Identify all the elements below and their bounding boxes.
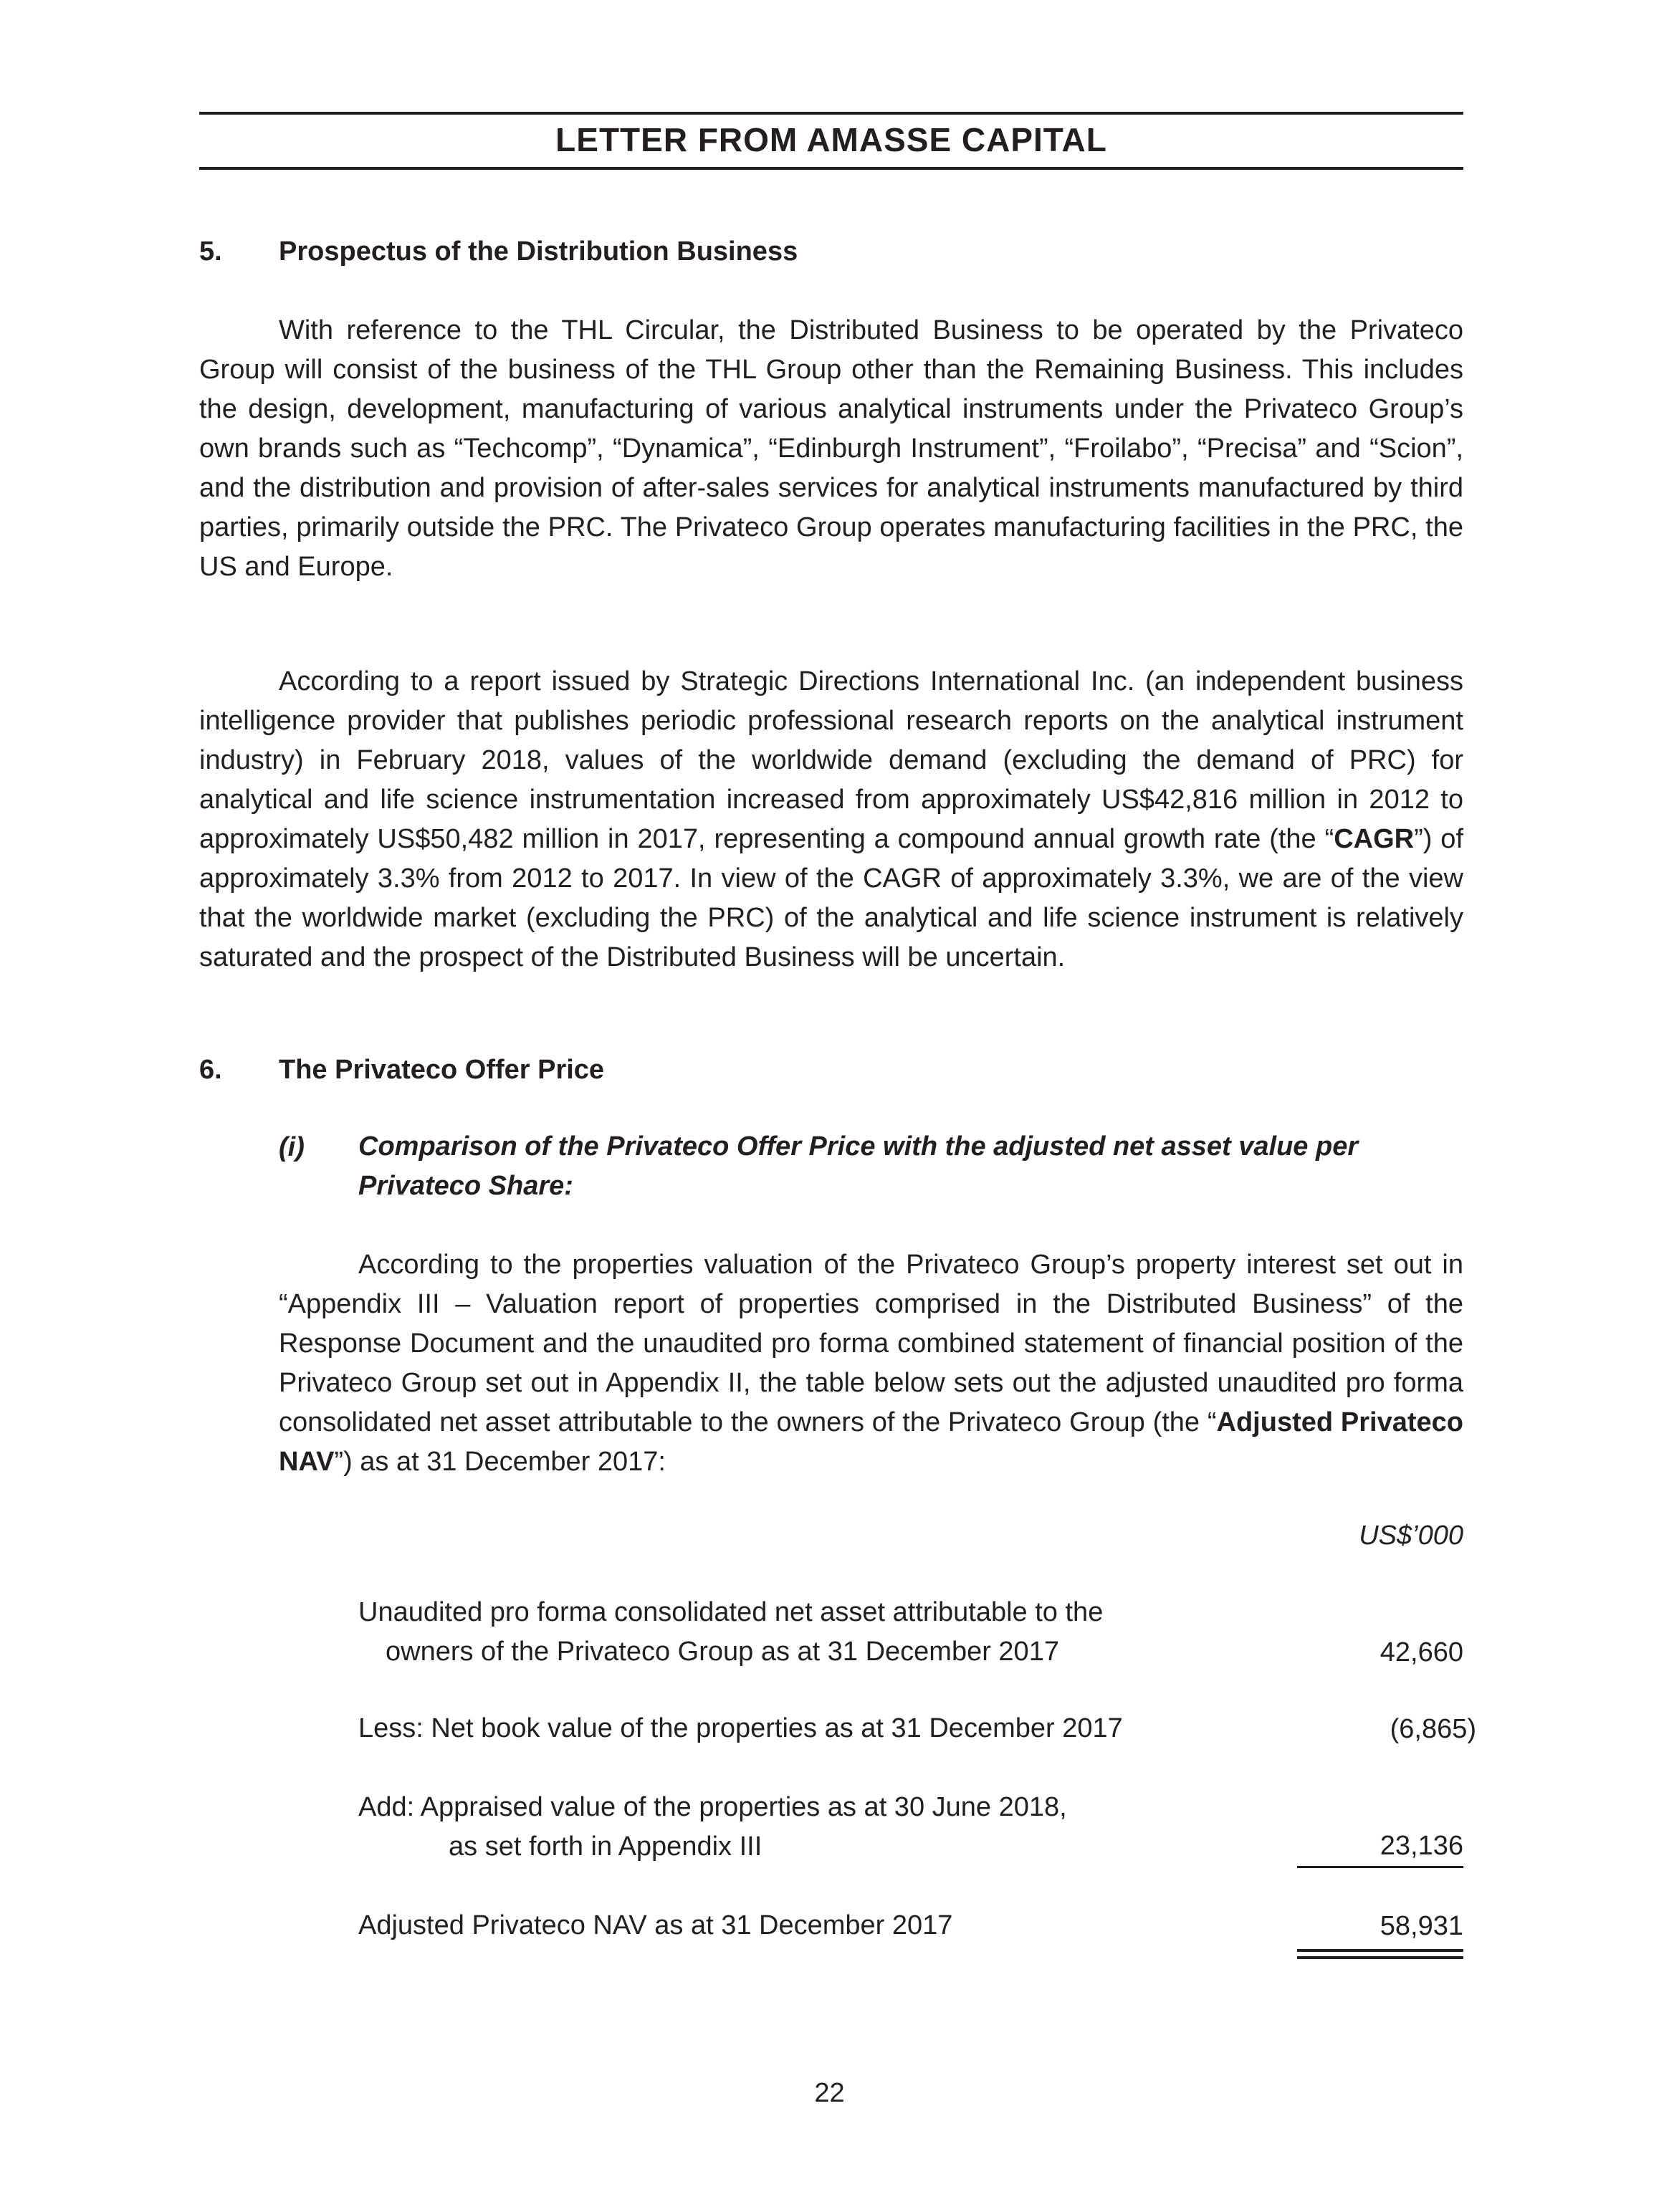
section-6-paragraph <box>279 1245 1463 1482</box>
header-top-rule <box>199 112 1463 115</box>
section-5-paragraph-2 <box>199 662 1463 977</box>
page-header-title: LETTER FROM AMASSE CAPITAL <box>555 121 1107 158</box>
cagr-term: CAGR <box>1334 824 1415 854</box>
table-row-label <box>358 1906 952 1945</box>
table-row-value: 58,931 <box>1380 1911 1463 1941</box>
row-4-label-line-1: Adjusted Privateco NAV as at 31 December 2017 <box>358 1910 953 1940</box>
subsection-i-title <box>358 1127 1463 1206</box>
header-bottom-rule <box>199 167 1463 170</box>
section-6-title: The Privateco Offer Price <box>279 1055 605 1085</box>
table-row-label <box>358 1788 1067 1867</box>
subtotal-underline <box>1297 1866 1463 1868</box>
subsection-i-number: (i) <box>279 1132 305 1162</box>
section-5-paragraph-2-part-a: According to a report issued by Strategic Directions International Inc. (an independent business intelligence provider that publishes periodic professional research reports on the analytical instrument industry) in February 2018, values of the worldwide demand (excluding the demand of PRC) for analytical and life science instrumentation increased from approximately US$42,816 million in 2012 to approximately US$50,482 million in 2017, representing a compound annual growth rate (the “ <box>199 666 1463 854</box>
table-row-label <box>358 1709 1123 1748</box>
table-row-value: (6,865) <box>1390 1714 1476 1744</box>
subsection-i-title-line-2: Privateco Share: <box>358 1171 573 1201</box>
section-5-title: Prospectus of the Distribution Business <box>279 236 798 267</box>
page-number: 22 <box>814 2078 845 2108</box>
row-1-label-line-2: owners of the Privateco Group as at 31 December 2017 <box>386 1637 1059 1667</box>
section-6-paragraph-part-b: ”) as at 31 December 2017: <box>334 1447 666 1477</box>
adjusted-privateco-nav-term: Adjusted Privateco NAV <box>279 1407 1463 1477</box>
table-unit-header: US$’000 <box>1359 1521 1463 1551</box>
row-3-label-line-1: Add: Appraised value of the properties as at 30 June 2018, <box>358 1792 1067 1822</box>
section-5-paragraph-1: With reference to the THL Circular, the Distributed Business to be operated by the Privateco Group will consist of the business of the THL Group other than the Remaining Business. This includes the design, development, manufacturing of various analytical instruments under the Privateco Group’s own brands such as “Techcomp”, “Dynamica”, “Edinburgh Instrument”, “Froilabo”, “Precisa” and “Scion”, and the distribution and provision of after-sales services for analytical instruments manufactured by third parties, primarily outside the PRC. The Privateco Group operates manufacturing facilities in the PRC, the US and Europe. <box>199 315 1463 582</box>
row-2-label-line-1: Less: Net book value of the properties as at 31 December 2017 <box>358 1713 1123 1743</box>
table-row-label <box>358 1593 1103 1672</box>
section-5-paragraph-2-part-b: ”) of approximately 3.3% from 2012 to 2017. In view of the CAGR of approximately 3.3%, we are of the view that the worldwide market (excluding the PRC) of the analytical and life science instrument is relatively saturated and the prospect of the Distributed Business will be uncertain. <box>199 824 1464 972</box>
subsection-i-title-line-1: Comparison of the Privateco Offer Price with the adjusted net asset value per <box>358 1131 1359 1162</box>
section-6-paragraph-part-a: According to the properties valuation of the Privateco Group’s property interest set out in “Appendix III – Valuation report of properties comprised in the Distributed Business” of the Response Document and the unaudited pro forma combined statement of financial position of the Privateco Group set out in Appendix II, the table below sets out the adjusted unaudited pro forma consolidated net asset attributable to the owners of the Privateco Group (the “ <box>279 1250 1463 1437</box>
table-row-value: 42,660 <box>1380 1637 1463 1667</box>
total-double-underline <box>1297 1949 1463 1959</box>
row-3-label-line-2: as set forth in Appendix III <box>449 1832 762 1862</box>
section-6-number: 6. <box>199 1055 222 1085</box>
row-1-label-line-1: Unaudited pro forma consolidated net asset attributable to the <box>358 1597 1104 1627</box>
section-5-number: 5. <box>199 236 222 267</box>
table-row-value: 23,136 <box>1380 1831 1463 1861</box>
